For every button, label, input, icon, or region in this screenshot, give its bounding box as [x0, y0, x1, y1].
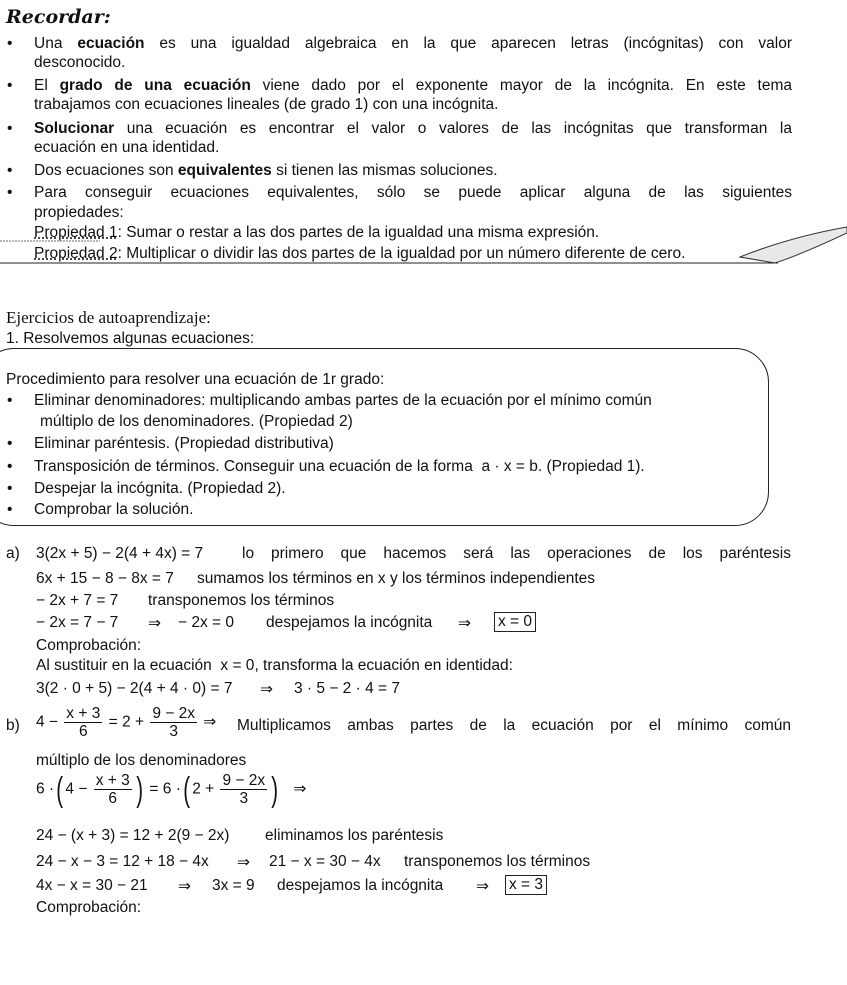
text: si tienen las mismas soluciones.	[271, 162, 498, 179]
paren: )	[136, 770, 143, 809]
denominator: 6	[79, 723, 88, 741]
procedure-step-line2: múltiplo de los denominadores. (Propiedad 2)	[40, 413, 353, 430]
numerator: x + 3	[95, 772, 130, 789]
bullet-grado-line2: trabajamos con ecuaciones lineales (de grado 1) con una incógnita.	[34, 96, 499, 113]
bold-term: equivalentes	[177, 162, 272, 179]
text: 2 +	[192, 780, 215, 798]
explanation	[237, 717, 791, 735]
paren: )	[271, 770, 279, 809]
implies-arrow: ⇒	[178, 878, 191, 895]
procedure-step: • Eliminar denominadores: multiplicando ambas partes de la ecuación por el mínimo común	[34, 392, 652, 410]
text: una ecuación es encontrar el valor o valores de las incógnitas que transforman la	[114, 120, 792, 137]
numerator: x + 3	[66, 705, 101, 722]
procedure-title: Procedimiento para resolver una ecuación de 1r grado:	[6, 371, 385, 388]
equation-fractions	[36, 705, 216, 740]
equation: 24 − x − 3 = 12 + 18 − 4x	[36, 853, 209, 870]
equation-multiplied	[36, 772, 306, 807]
equation: a · x = b	[481, 458, 538, 475]
bullet-grado	[34, 77, 792, 95]
equation: 21 − x = 30 − 4x	[269, 853, 381, 870]
equation: x = 0	[220, 657, 255, 674]
bold-term: grado de una ecuación	[59, 77, 251, 94]
equation: 3(2x + 5) − 2(4 + 4x) = 7	[36, 545, 204, 562]
text: . (Propiedad 1).	[537, 458, 645, 475]
text: 4 −	[36, 713, 58, 731]
comprobacion-label: Comprobación:	[36, 899, 142, 916]
explanation: transponemos los términos	[404, 853, 591, 870]
paren: (	[183, 770, 190, 809]
explanation: eliminamos los paréntesis	[265, 827, 444, 844]
text: , transforma la ecuación en identidad:	[254, 657, 513, 674]
procedure-step: • Comprobar la solución.	[34, 501, 193, 519]
comprobacion-text	[36, 657, 513, 675]
text: : Sumar o restar a las dos partes de la igualdad una misma expresión.	[117, 224, 600, 241]
text: Multiplicamos ambas partes de la ecuación por el mínimo común	[237, 717, 791, 734]
bold-term: ecuación	[77, 35, 145, 52]
text: Para conseguir ecuaciones equivalentes, sólo se puede aplicar alguna de las siguientes	[34, 184, 792, 201]
procedure-step: • Eliminar paréntesis. (Propiedad distributiva)	[34, 435, 334, 453]
comprobacion-label: Comprobación:	[36, 637, 142, 654]
fraction	[64, 705, 102, 740]
ejercicios-heading: Ejercicios de autoaprendizaje:	[6, 308, 211, 327]
bullet-ecuacion-line2: desconocido.	[34, 54, 126, 71]
text: : Multiplicar o dividir las dos partes de la igualdad por un número diferente de cero.	[117, 245, 686, 262]
text: es una igualdad algebraica en la que aparecen letras (incógnitas) con valor	[144, 35, 792, 52]
explanation-line2: múltiplo de los denominadores	[36, 752, 247, 769]
text: Transposición de términos. Conseguir una ecuación de la forma	[34, 458, 473, 475]
bold-term: Solucionar	[34, 120, 115, 137]
equation: 3(2 · 0 + 5) − 2(4 + 4 · 0) = 7	[36, 680, 233, 697]
denominator: 3	[239, 790, 249, 808]
implies-arrow: ⇒	[260, 681, 273, 698]
equation: − 2x + 7 = 7	[36, 592, 119, 609]
result-box: x = 3	[505, 875, 547, 895]
text: 6 ·	[36, 780, 55, 798]
page-fold-divider	[0, 225, 847, 270]
ejercicio-1: 1. Resolvemos algunas ecuaciones:	[6, 330, 255, 347]
explanation: despejamos la incógnita	[266, 614, 433, 631]
text: viene dado por el exponente mayor de la incógnita. En este tema	[250, 77, 792, 94]
numerator: 9 − 2x	[222, 772, 266, 789]
explanation	[242, 545, 791, 563]
paren: (	[56, 770, 64, 809]
text: 4 −	[65, 780, 88, 798]
equation: 3x = 9	[212, 877, 255, 894]
propiedad-label: Propiedad 1	[34, 224, 118, 241]
equation: 4x − x = 30 − 21	[36, 877, 148, 894]
text: lo primero que hacemos será las operaciones de los paréntesis	[242, 545, 791, 562]
explanation: transponemos los términos	[148, 592, 335, 609]
text: = 2 +	[108, 713, 144, 731]
equation: 6x + 15 − 8 − 8x = 7	[36, 570, 174, 587]
implies-arrow: ⇒	[148, 615, 161, 632]
fraction	[150, 705, 197, 740]
propiedad-label: Propiedad 2	[34, 245, 118, 262]
explanation: despejamos la incógnita	[277, 877, 444, 894]
bullet-propiedades	[34, 184, 792, 202]
numerator: 9 − 2x	[152, 705, 195, 722]
bullet-solucionar	[34, 120, 792, 138]
equation: − 2x = 7 − 7	[36, 614, 119, 631]
example-b-label: b)	[6, 717, 20, 734]
procedure-step	[34, 458, 645, 476]
text: Una	[34, 35, 78, 52]
procedure-step: • Despejar la incógnita. (Propiedad 2).	[34, 480, 286, 498]
implies-arrow: ⇒	[293, 780, 307, 798]
bullet-equivalentes	[34, 162, 498, 180]
bullet-solucionar-line2: ecuación en una identidad.	[34, 139, 220, 156]
equation: 24 − (x + 3) = 12 + 2(9 − 2x)	[36, 827, 230, 844]
equation: 3 · 5 − 2 · 4 = 7	[294, 680, 400, 697]
bullet-propiedades-line2: propiedades:	[34, 204, 124, 221]
bullet-ecuacion	[34, 35, 792, 53]
denominator: 3	[169, 723, 178, 741]
fraction	[220, 772, 267, 807]
fraction	[94, 772, 132, 807]
text: Al sustituir en la ecuación	[36, 657, 212, 674]
implies-arrow: ⇒	[458, 615, 471, 632]
implies-arrow: ⇒	[203, 713, 217, 731]
explanation: sumamos los términos en x y los términos independientes	[197, 570, 596, 587]
recordar-title: Recordar:	[6, 6, 111, 28]
example-a-label: a)	[6, 545, 20, 562]
text: = 6 ·	[149, 780, 181, 798]
result-box: x = 0	[494, 612, 536, 632]
equation: − 2x = 0	[178, 614, 235, 631]
denominator: 6	[108, 790, 118, 808]
implies-arrow: ⇒	[237, 854, 250, 871]
text: El	[34, 77, 60, 94]
text: Dos ecuaciones son	[34, 162, 178, 179]
implies-arrow: ⇒	[476, 878, 489, 895]
